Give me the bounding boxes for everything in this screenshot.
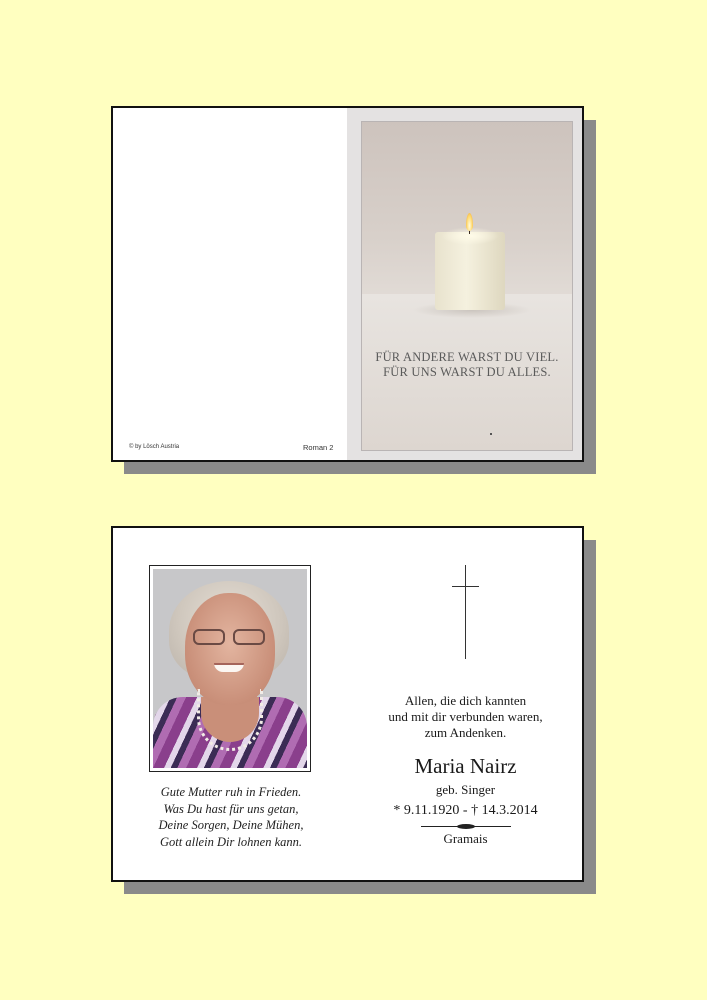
verse-line-2: Was Du hast für uns getan, xyxy=(163,801,299,816)
ornament-divider xyxy=(363,822,568,831)
portrait-frame xyxy=(149,565,311,772)
dedication-line-3: zum Andenken. xyxy=(424,725,507,740)
cross-icon-bar xyxy=(452,586,479,587)
life-dates: * 9.11.1920 - † 14.3.2014 xyxy=(393,803,538,818)
speck xyxy=(490,433,492,435)
candle-photo xyxy=(361,121,573,451)
deceased-name: Maria Nairz xyxy=(414,754,517,778)
smile xyxy=(214,663,244,672)
verse-line-4: Gott allein Dir lohnen kann. xyxy=(160,834,302,849)
place-name: Gramais xyxy=(443,831,488,846)
dedication xyxy=(363,693,568,741)
front-card xyxy=(111,106,584,462)
dedication-line-1: Allen, die dich kannten xyxy=(404,693,527,708)
memorial-text xyxy=(363,693,568,847)
flame-icon xyxy=(466,213,473,231)
quote-line-2: FÜR UNS WARST DU ALLES. xyxy=(383,365,551,379)
copyright-text: © by Lösch Austria xyxy=(129,444,180,450)
verse-line-3: Deine Sorgen, Deine Mühen, xyxy=(158,818,304,832)
candle-quote xyxy=(362,350,572,380)
verse-line-1: Gute Mutter ruh in Frieden. xyxy=(160,785,302,799)
glasses-right-icon xyxy=(233,629,265,645)
glasses-left-icon xyxy=(193,629,225,645)
quote-line-1: FÜR ANDERE WARST DU VIEL. xyxy=(375,350,559,364)
model-label: Roman 2 xyxy=(303,443,334,452)
verse xyxy=(133,784,329,850)
inside-card xyxy=(111,526,584,882)
portrait-photo xyxy=(153,569,307,768)
dedication-line-2: und mit dir verbunden waren, xyxy=(388,709,543,724)
ornament-icon xyxy=(457,824,475,829)
maiden-name: geb. Singer xyxy=(435,782,496,797)
cross-icon xyxy=(465,565,466,659)
